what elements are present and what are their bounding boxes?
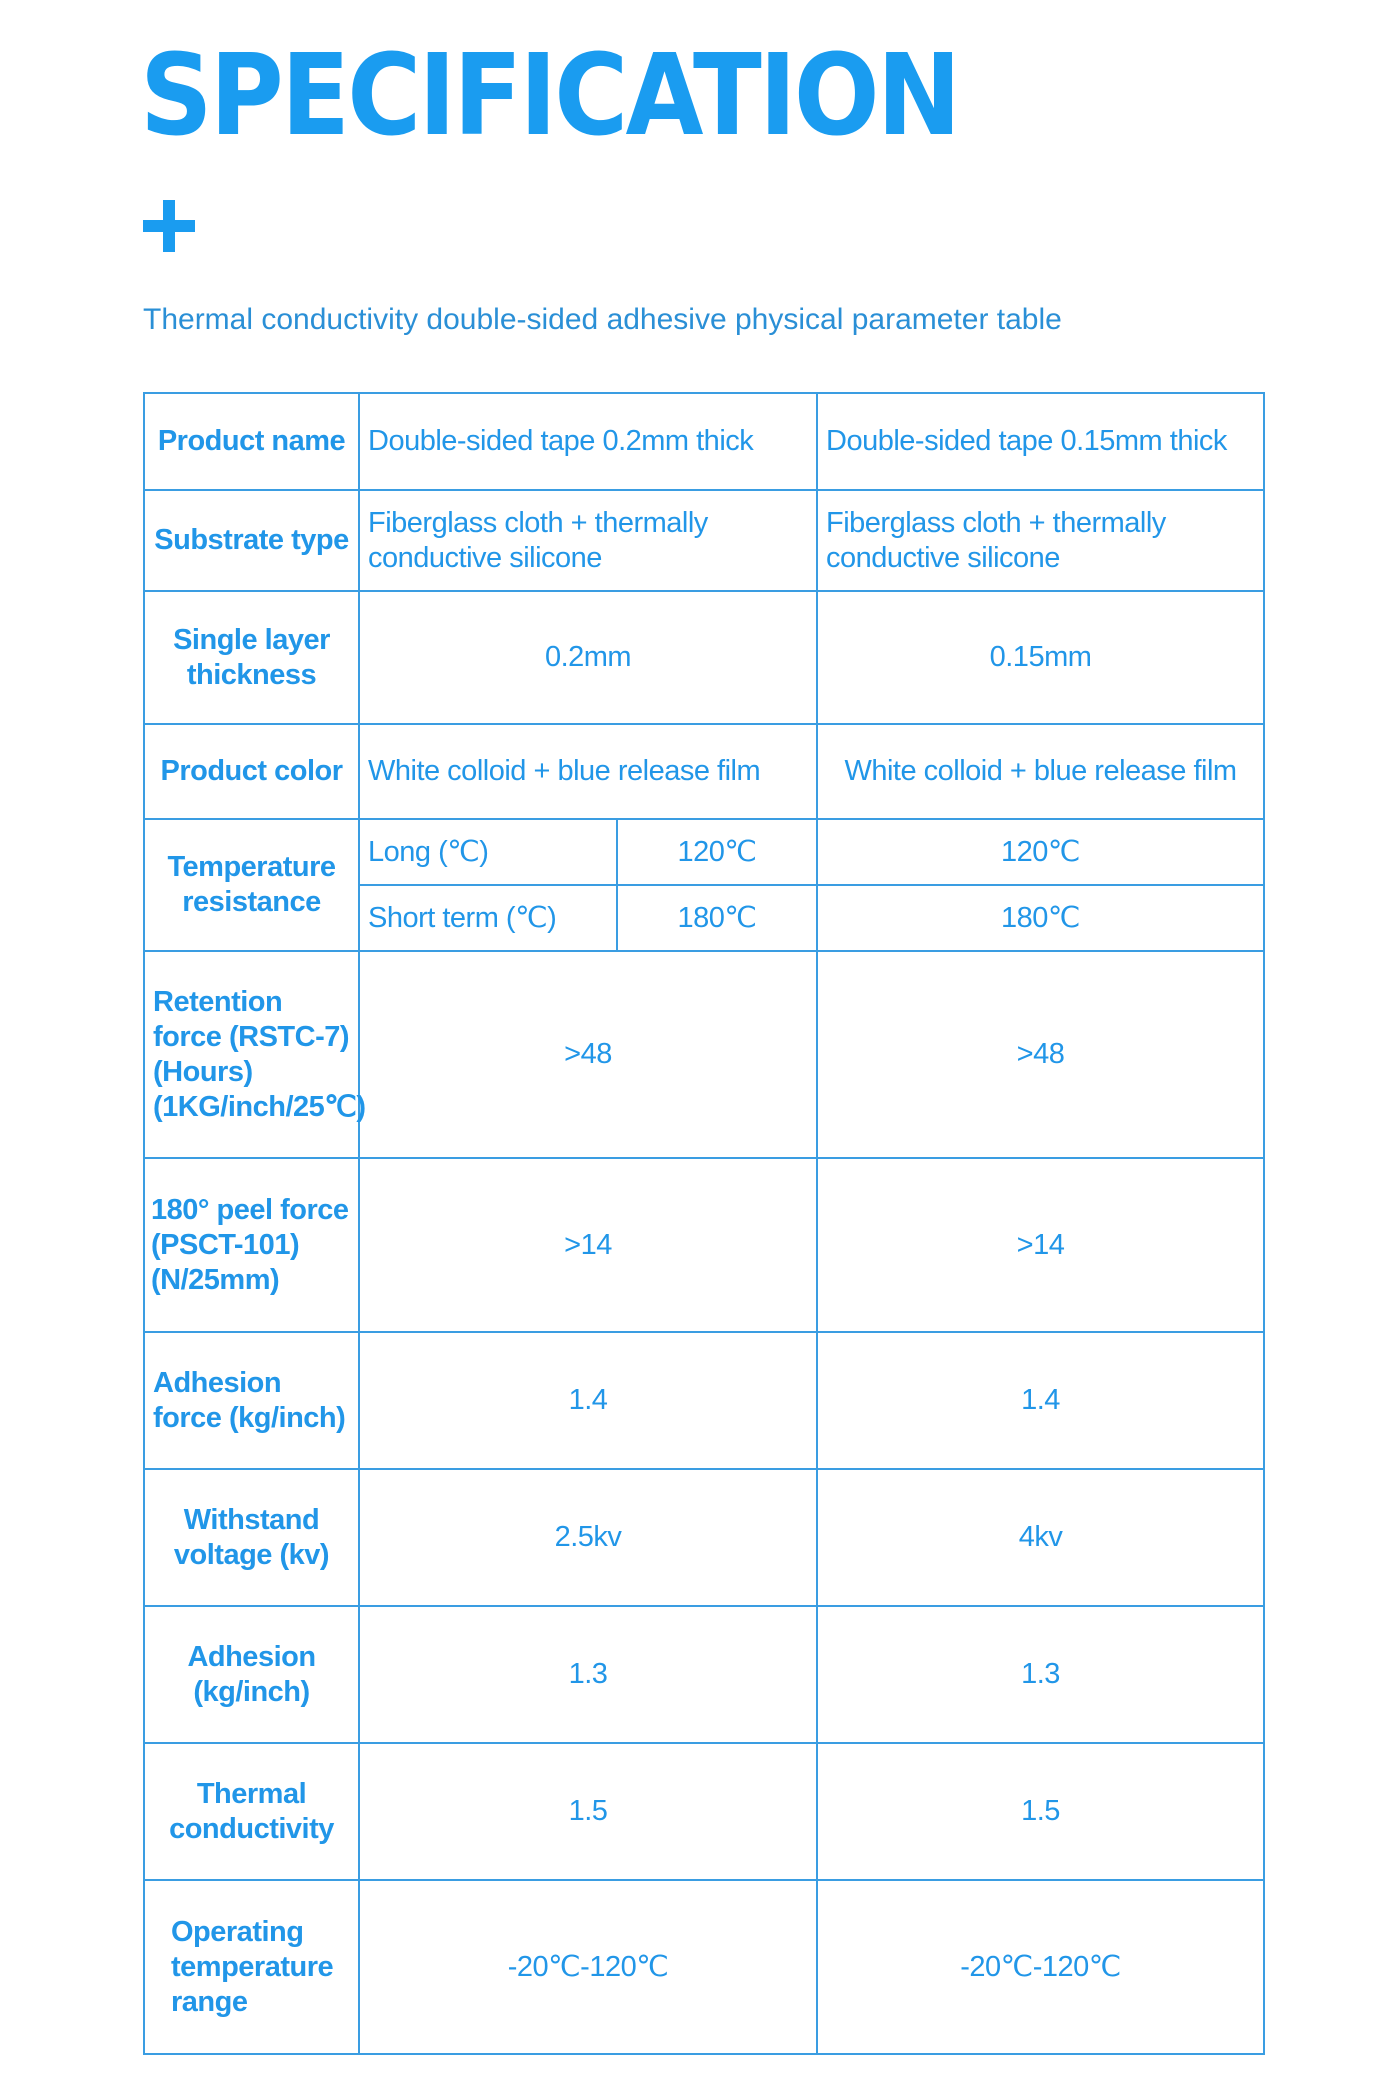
- cell-temp-short-col1: 180℃: [617, 885, 817, 951]
- cell-adhesion-force-col2: 1.4: [817, 1332, 1264, 1469]
- cell-adhesion-col1: 1.3: [359, 1606, 817, 1743]
- cell-temp-long-col1: 120℃: [617, 819, 817, 885]
- row-label-single-layer-thickness: Single layer thickness: [144, 591, 359, 724]
- table-row: [144, 591, 1264, 724]
- row-label-adhesion: Adhesion (kg/inch): [144, 1606, 359, 1743]
- table-row: [144, 1469, 1264, 1606]
- row-label-peel-force: 180° peel force (PSCT-101) (N/25mm): [144, 1158, 359, 1332]
- cell-color-col1: White colloid + blue release film: [359, 724, 817, 819]
- table-row: [144, 724, 1264, 819]
- cell-peel-col2: >14: [817, 1158, 1264, 1332]
- cell-temp-long-col2: 120℃: [817, 819, 1264, 885]
- table-row: [144, 1332, 1264, 1469]
- cell-temp-long-label: Long (℃): [359, 819, 617, 885]
- row-label-substrate-type: Substrate type: [144, 490, 359, 591]
- row-label-product-name: Product name: [144, 393, 359, 490]
- row-label-temperature-resistance: Temperature resistance: [144, 819, 359, 951]
- table-row: [144, 1880, 1264, 2054]
- cell-temp-short-label: Short term (℃): [359, 885, 617, 951]
- row-label-adhesion-force: Adhesion force (kg/inch): [144, 1332, 359, 1469]
- cell-color-col2: White colloid + blue release film: [817, 724, 1264, 819]
- cell-thermal-col2: 1.5: [817, 1743, 1264, 1880]
- table-row: [144, 819, 1264, 885]
- cell-thickness-col1: 0.2mm: [359, 591, 817, 724]
- row-label-retention-force: Retention force (RSTC-7) (Hours) (1KG/inch/25℃): [144, 951, 359, 1158]
- row-label-withstand-voltage: Withstand voltage (kv): [144, 1469, 359, 1606]
- cell-voltage-col1: 2.5kv: [359, 1469, 817, 1606]
- cell-peel-col1: >14: [359, 1158, 817, 1332]
- cell-retention-col2: >48: [817, 951, 1264, 1158]
- table-subtitle: Thermal conductivity double-sided adhesive physical parameter table: [143, 303, 1062, 336]
- row-label-thermal-conductivity: Thermal conductivity: [144, 1743, 359, 1880]
- row-label-product-color: Product color: [144, 724, 359, 819]
- table-row: [144, 1158, 1264, 1332]
- page-title: SPECIFICATION: [140, 31, 959, 161]
- table-row: [144, 1743, 1264, 1880]
- plus-icon: [143, 200, 195, 252]
- cell-substrate-type-col2: Fiberglass cloth + thermally conductive silicone: [817, 490, 1264, 591]
- cell-thickness-col2: 0.15mm: [817, 591, 1264, 724]
- table-row: [144, 1606, 1264, 1743]
- cell-voltage-col2: 4kv: [817, 1469, 1264, 1606]
- cell-temp-short-col2: 180℃: [817, 885, 1264, 951]
- cell-product-name-col2: Double-sided tape 0.15mm thick: [817, 393, 1264, 490]
- cell-retention-col1: >48: [359, 951, 817, 1158]
- cell-substrate-type-col1: Fiberglass cloth + thermally conductive silicone: [359, 490, 817, 591]
- row-label-operating-temperature: Operating temperature range: [144, 1880, 359, 2054]
- cell-operating-col1: -20℃-120℃: [359, 1880, 817, 2054]
- cell-product-name-col1: Double-sided tape 0.2mm thick: [359, 393, 817, 490]
- spec-table: [143, 392, 1265, 2055]
- cell-adhesion-force-col1: 1.4: [359, 1332, 817, 1469]
- cell-operating-col2: -20℃-120℃: [817, 1880, 1264, 2054]
- cell-thermal-col1: 1.5: [359, 1743, 817, 1880]
- cell-adhesion-col2: 1.3: [817, 1606, 1264, 1743]
- table-row: [144, 393, 1264, 490]
- table-row: [144, 951, 1264, 1158]
- table-row: [144, 490, 1264, 591]
